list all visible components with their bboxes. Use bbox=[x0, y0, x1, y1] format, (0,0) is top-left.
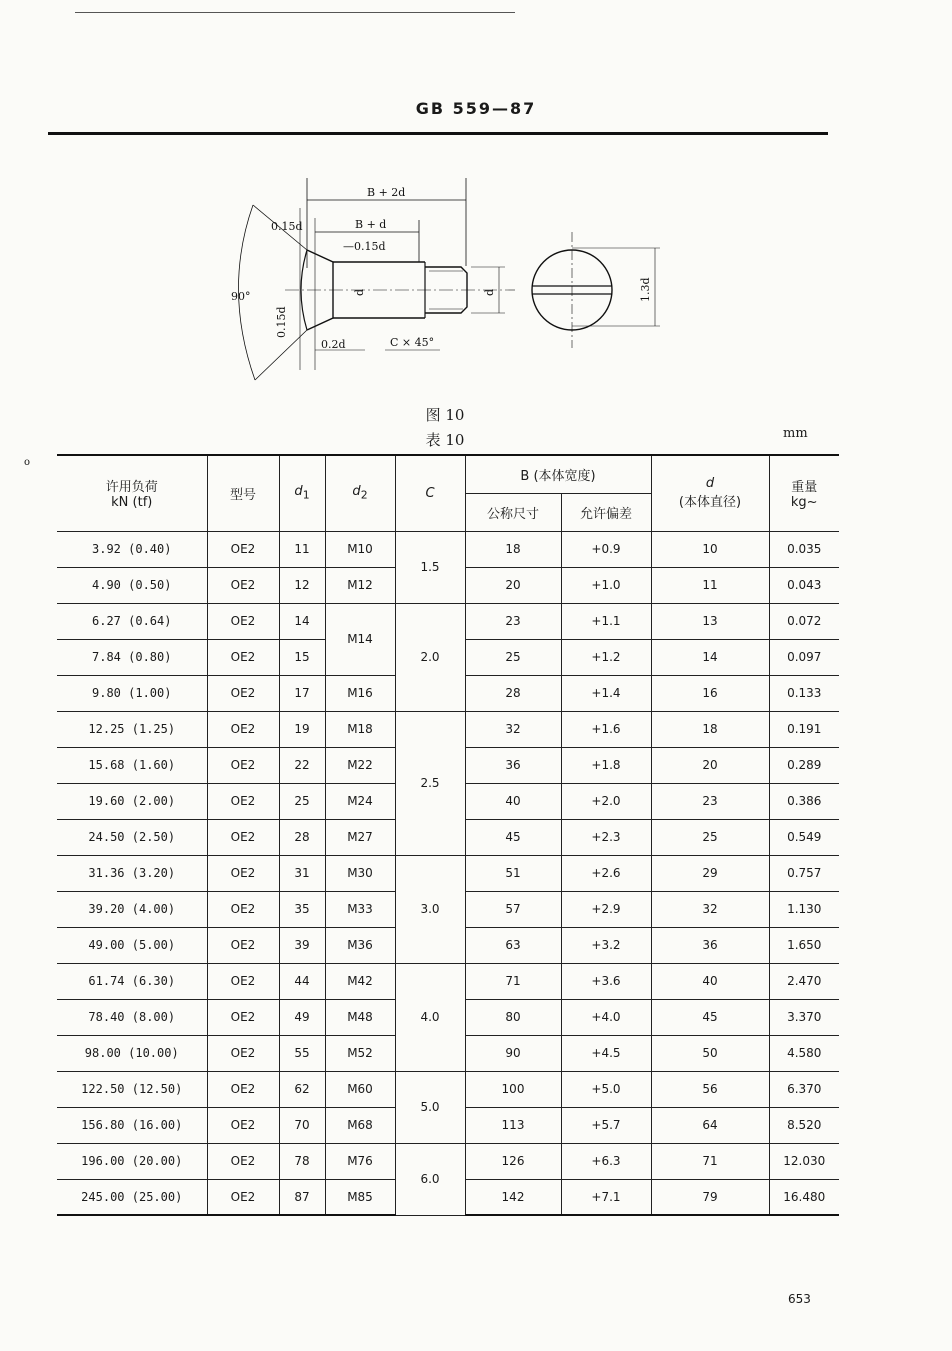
cell-d2: M10 bbox=[325, 531, 395, 567]
cell-b-tolerance: +1.1 bbox=[561, 603, 651, 639]
cell-model: OE2 bbox=[207, 1143, 279, 1179]
cell-d: 23 bbox=[651, 783, 769, 819]
cell-b-tolerance: +1.0 bbox=[561, 567, 651, 603]
cell-b-nominal: 100 bbox=[465, 1071, 561, 1107]
cell-load: 49.00 (5.00) bbox=[57, 927, 207, 963]
cell-d1: 44 bbox=[279, 963, 325, 999]
cell-load: 9.80 (1.00) bbox=[57, 675, 207, 711]
header-model: 型号 bbox=[207, 455, 279, 531]
cell-b-tolerance: +6.3 bbox=[561, 1143, 651, 1179]
cell-d1: 12 bbox=[279, 567, 325, 603]
cell-model: OE2 bbox=[207, 891, 279, 927]
table-row bbox=[57, 963, 839, 999]
label-head-015-side: 0.15d bbox=[275, 306, 288, 338]
cell-c: 5.0 bbox=[395, 1071, 465, 1143]
cell-weight: 2.470 bbox=[769, 963, 839, 999]
cell-b-nominal: 90 bbox=[465, 1035, 561, 1071]
cell-b-tolerance: +4.0 bbox=[561, 999, 651, 1035]
table-row bbox=[57, 711, 839, 747]
cell-b-nominal: 51 bbox=[465, 855, 561, 891]
cell-d1: 17 bbox=[279, 675, 325, 711]
cell-b-nominal: 113 bbox=[465, 1107, 561, 1143]
cell-d2: M42 bbox=[325, 963, 395, 999]
cell-d1: 70 bbox=[279, 1107, 325, 1143]
header-d2: $d_2$ bbox=[325, 455, 395, 531]
cell-model: OE2 bbox=[207, 855, 279, 891]
cell-d: 13 bbox=[651, 603, 769, 639]
dimension-table bbox=[57, 454, 839, 1216]
cell-load: 196.00 (20.00) bbox=[57, 1143, 207, 1179]
cell-load: 19.60 (2.00) bbox=[57, 783, 207, 819]
table-row bbox=[57, 1143, 839, 1179]
cell-b-nominal: 36 bbox=[465, 747, 561, 783]
cell-load: 61.74 (6.30) bbox=[57, 963, 207, 999]
cell-weight: 0.757 bbox=[769, 855, 839, 891]
cell-b-tolerance: +7.1 bbox=[561, 1179, 651, 1215]
header-b-group: B (本体宽度) bbox=[465, 455, 651, 493]
cell-model: OE2 bbox=[207, 531, 279, 567]
cell-b-tolerance: +3.2 bbox=[561, 927, 651, 963]
cell-weight: 8.520 bbox=[769, 1107, 839, 1143]
cell-model: OE2 bbox=[207, 747, 279, 783]
cell-d: 64 bbox=[651, 1107, 769, 1143]
cell-d2: M60 bbox=[325, 1071, 395, 1107]
cell-model: OE2 bbox=[207, 1071, 279, 1107]
cell-d1: 62 bbox=[279, 1071, 325, 1107]
cell-d: 56 bbox=[651, 1071, 769, 1107]
cell-b-nominal: 142 bbox=[465, 1179, 561, 1215]
cell-b-tolerance: +1.2 bbox=[561, 639, 651, 675]
cell-d1: 39 bbox=[279, 927, 325, 963]
cell-b-nominal: 57 bbox=[465, 891, 561, 927]
cell-d2: M68 bbox=[325, 1107, 395, 1143]
cell-d: 20 bbox=[651, 747, 769, 783]
cell-model: OE2 bbox=[207, 819, 279, 855]
cell-b-tolerance: +2.3 bbox=[561, 819, 651, 855]
table-body bbox=[57, 531, 839, 1215]
table-row bbox=[57, 1071, 839, 1107]
cell-b-tolerance: +2.6 bbox=[561, 855, 651, 891]
cell-d: 14 bbox=[651, 639, 769, 675]
cell-d2: M33 bbox=[325, 891, 395, 927]
cell-weight: 3.370 bbox=[769, 999, 839, 1035]
cell-model: OE2 bbox=[207, 639, 279, 675]
cell-model: OE2 bbox=[207, 603, 279, 639]
cell-d1: 28 bbox=[279, 819, 325, 855]
cell-d2: M85 bbox=[325, 1179, 395, 1215]
margin-mark: o bbox=[24, 457, 31, 468]
header-b-tolerance: 允许偏差 bbox=[561, 493, 651, 531]
cell-b-nominal: 32 bbox=[465, 711, 561, 747]
cell-load: 39.20 (4.00) bbox=[57, 891, 207, 927]
label-d1: d bbox=[353, 288, 366, 296]
cell-b-tolerance: +1.4 bbox=[561, 675, 651, 711]
cell-model: OE2 bbox=[207, 1179, 279, 1215]
cell-b-nominal: 28 bbox=[465, 675, 561, 711]
cell-d2: M14 bbox=[325, 603, 395, 675]
cell-d: 16 bbox=[651, 675, 769, 711]
cell-b-nominal: 25 bbox=[465, 639, 561, 675]
cell-b-nominal: 23 bbox=[465, 603, 561, 639]
cell-weight: 1.650 bbox=[769, 927, 839, 963]
cell-d2: M48 bbox=[325, 999, 395, 1035]
cell-b-tolerance: +2.0 bbox=[561, 783, 651, 819]
label-b-plus-2d: B + 2d bbox=[367, 186, 406, 199]
table-caption: 表 10 bbox=[425, 431, 465, 449]
table-row bbox=[57, 855, 839, 891]
cell-b-tolerance: +2.9 bbox=[561, 891, 651, 927]
cell-b-tolerance: +3.6 bbox=[561, 963, 651, 999]
cell-model: OE2 bbox=[207, 999, 279, 1035]
cell-load: 78.40 (8.00) bbox=[57, 999, 207, 1035]
cell-b-nominal: 18 bbox=[465, 531, 561, 567]
cell-d: 25 bbox=[651, 819, 769, 855]
cell-b-tolerance: +1.6 bbox=[561, 711, 651, 747]
table-row bbox=[57, 531, 839, 567]
header-load: 许用负荷 kN (tf) bbox=[57, 455, 207, 531]
cell-model: OE2 bbox=[207, 675, 279, 711]
cell-c: 2.5 bbox=[395, 711, 465, 855]
cell-weight: 1.130 bbox=[769, 891, 839, 927]
cell-load: 156.80 (16.00) bbox=[57, 1107, 207, 1143]
label-chamfer: C × 45° bbox=[390, 336, 435, 349]
cell-d2: M52 bbox=[325, 1035, 395, 1071]
cell-model: OE2 bbox=[207, 1107, 279, 1143]
page-number: 653 bbox=[788, 1292, 811, 1306]
table-row bbox=[57, 603, 839, 639]
cell-load: 245.00 (25.00) bbox=[57, 1179, 207, 1215]
cell-model: OE2 bbox=[207, 783, 279, 819]
cell-b-nominal: 45 bbox=[465, 819, 561, 855]
cell-d2: M36 bbox=[325, 927, 395, 963]
cell-weight: 0.289 bbox=[769, 747, 839, 783]
header-d1: $d_1$ bbox=[279, 455, 325, 531]
cell-model: OE2 bbox=[207, 567, 279, 603]
label-angle-90: 90° bbox=[231, 290, 251, 303]
cell-model: OE2 bbox=[207, 1035, 279, 1071]
cell-d2: M27 bbox=[325, 819, 395, 855]
figure-caption: 图 10 bbox=[425, 406, 465, 424]
cell-load: 3.92 (0.40) bbox=[57, 531, 207, 567]
cell-d: 10 bbox=[651, 531, 769, 567]
cell-d: 40 bbox=[651, 963, 769, 999]
cell-b-nominal: 63 bbox=[465, 927, 561, 963]
bolt-drawing bbox=[215, 170, 685, 385]
cell-load: 7.84 (0.80) bbox=[57, 639, 207, 675]
cell-d: 36 bbox=[651, 927, 769, 963]
cell-c: 6.0 bbox=[395, 1143, 465, 1215]
header-d: d (本体直径) bbox=[651, 455, 769, 531]
cell-d: 11 bbox=[651, 567, 769, 603]
cell-weight: 6.370 bbox=[769, 1071, 839, 1107]
cell-c: 1.5 bbox=[395, 531, 465, 603]
cell-d1: 19 bbox=[279, 711, 325, 747]
cell-load: 6.27 (0.64) bbox=[57, 603, 207, 639]
cell-d1: 49 bbox=[279, 999, 325, 1035]
cell-load: 12.25 (1.25) bbox=[57, 711, 207, 747]
cell-b-nominal: 40 bbox=[465, 783, 561, 819]
cell-d: 71 bbox=[651, 1143, 769, 1179]
cell-load: 24.50 (2.50) bbox=[57, 819, 207, 855]
cell-c: 3.0 bbox=[395, 855, 465, 963]
cell-d1: 22 bbox=[279, 747, 325, 783]
cell-b-nominal: 71 bbox=[465, 963, 561, 999]
cell-b-tolerance: +1.8 bbox=[561, 747, 651, 783]
cell-b-tolerance: +4.5 bbox=[561, 1035, 651, 1071]
cell-b-tolerance: +5.0 bbox=[561, 1071, 651, 1107]
cell-weight: 0.035 bbox=[769, 531, 839, 567]
label-b-plus-d: B + d bbox=[355, 218, 387, 231]
cell-b-nominal: 80 bbox=[465, 999, 561, 1035]
cell-weight: 0.072 bbox=[769, 603, 839, 639]
cell-d1: 78 bbox=[279, 1143, 325, 1179]
cell-load: 15.68 (1.60) bbox=[57, 747, 207, 783]
cell-c: 4.0 bbox=[395, 963, 465, 1071]
cell-model: OE2 bbox=[207, 927, 279, 963]
cell-d1: 31 bbox=[279, 855, 325, 891]
cell-d2: M22 bbox=[325, 747, 395, 783]
cell-weight: 0.386 bbox=[769, 783, 839, 819]
cell-d1: 11 bbox=[279, 531, 325, 567]
header-weight: 重量 kg~ bbox=[769, 455, 839, 531]
cell-d: 18 bbox=[651, 711, 769, 747]
cell-d2: M76 bbox=[325, 1143, 395, 1179]
cell-b-nominal: 20 bbox=[465, 567, 561, 603]
cell-d2: M30 bbox=[325, 855, 395, 891]
cell-load: 4.90 (0.50) bbox=[57, 567, 207, 603]
cell-b-nominal: 126 bbox=[465, 1143, 561, 1179]
label-head-015: 0.15d bbox=[271, 220, 303, 233]
cell-weight: 0.133 bbox=[769, 675, 839, 711]
cell-weight: 0.549 bbox=[769, 819, 839, 855]
cell-b-tolerance: +0.9 bbox=[561, 531, 651, 567]
cell-weight: 0.043 bbox=[769, 567, 839, 603]
cell-load: 31.36 (3.20) bbox=[57, 855, 207, 891]
cell-d: 50 bbox=[651, 1035, 769, 1071]
header-rule bbox=[48, 132, 828, 135]
standard-title: GB 559—87 bbox=[415, 99, 537, 118]
cell-d1: 14 bbox=[279, 603, 325, 639]
cell-d1: 35 bbox=[279, 891, 325, 927]
table-unit: mm bbox=[783, 426, 808, 441]
label-offset-02: 0.2d bbox=[321, 338, 346, 351]
cell-model: OE2 bbox=[207, 963, 279, 999]
header-b-nominal: 公称尺寸 bbox=[465, 493, 561, 531]
cell-weight: 12.030 bbox=[769, 1143, 839, 1179]
label-d2: d bbox=[483, 288, 496, 296]
cell-d: 32 bbox=[651, 891, 769, 927]
cell-d1: 15 bbox=[279, 639, 325, 675]
cell-load: 98.00 (10.00) bbox=[57, 1035, 207, 1071]
cell-d: 79 bbox=[651, 1179, 769, 1215]
label-diam-13: 1.3d bbox=[639, 277, 652, 302]
header-c: C bbox=[395, 455, 465, 531]
cell-weight: 0.191 bbox=[769, 711, 839, 747]
cell-d1: 55 bbox=[279, 1035, 325, 1071]
cell-weight: 0.097 bbox=[769, 639, 839, 675]
cell-c: 2.0 bbox=[395, 603, 465, 711]
cell-d2: M12 bbox=[325, 567, 395, 603]
cell-d2: M24 bbox=[325, 783, 395, 819]
top-scan-line bbox=[75, 12, 515, 13]
label-body-015: —0.15d bbox=[343, 240, 386, 253]
cell-d1: 87 bbox=[279, 1179, 325, 1215]
cell-d2: M16 bbox=[325, 675, 395, 711]
cell-b-tolerance: +5.7 bbox=[561, 1107, 651, 1143]
cell-model: OE2 bbox=[207, 711, 279, 747]
cell-d2: M18 bbox=[325, 711, 395, 747]
cell-weight: 16.480 bbox=[769, 1179, 839, 1215]
cell-weight: 4.580 bbox=[769, 1035, 839, 1071]
cell-d: 29 bbox=[651, 855, 769, 891]
cell-d1: 25 bbox=[279, 783, 325, 819]
cell-load: 122.50 (12.50) bbox=[57, 1071, 207, 1107]
cell-d: 45 bbox=[651, 999, 769, 1035]
